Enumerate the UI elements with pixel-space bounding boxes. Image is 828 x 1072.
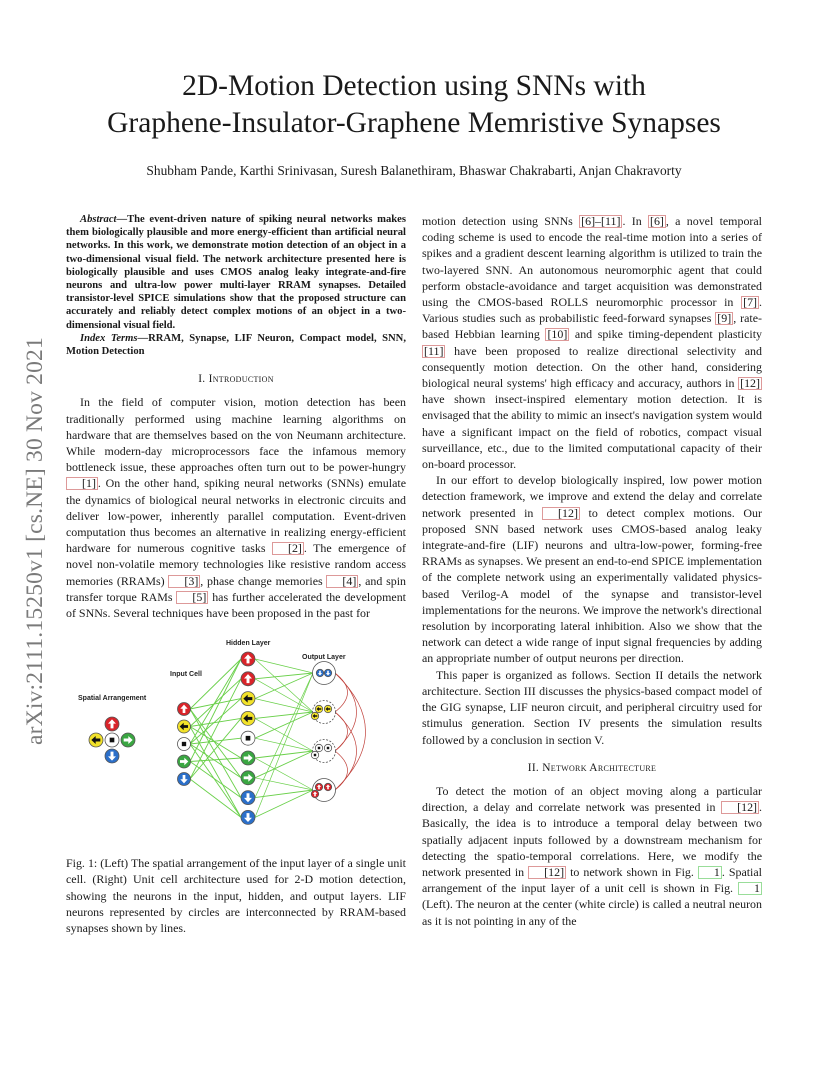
synapse-line [190,699,241,709]
hidden-neuron-arrow-left-icon [241,692,255,706]
input-neuron-arrow-left-icon [178,720,191,733]
organization-paragraph: This paper is organized as follows. Section II details the network architecture. Section III discusses the physics-based compact model of the GIG synapse, LIF neuron circuit, and peripheral circuitry used for stimulus generation. Section IV presents the simulation results followed by a conclusion in section V. [422,667,762,747]
network-diagram-svg [66,633,406,845]
citation-link[interactable]: [5] [176,591,208,604]
spatial-left-arrow-left-icon [89,733,103,747]
figure-1-caption: Fig. 1: (Left) The spatial arrangement of the input layer of a single unit cell. (Right) Unit cell architecture used for 2-D motion detection, showing the neurons in the input, hidden, and output layers. LIF neurons represented by circles are interconnected by RRAM-based synapses shown by lines. [66,856,406,936]
text-run: , rate-based Hebbian learning [422,311,762,342]
stop-square [327,747,329,749]
citation-link[interactable]: [4] [326,575,358,588]
synapse-line [190,744,241,817]
label-output-layer: Output Layer [302,654,346,662]
related-work-paragraph [422,213,762,472]
input-neuron-arrow-down-icon [178,773,191,786]
text-run: have been proposed to realize directional selectivity and consequently motion detection. On the other hand, considering biological neural systems' high efficacy and accuracy, authors in [422,343,762,391]
contribution-paragraph [422,472,762,666]
output-neuron-arrow-down-icon [324,670,331,677]
abstract-label: Abstract [80,214,117,225]
synapse-line [255,712,313,738]
input-neuron-arrow-up-icon [178,703,191,716]
abstract [66,213,406,332]
label-hidden-layer: Hidden Layer [226,640,271,648]
hidden-neuron-arrow-right-icon [241,751,255,765]
stop-square [314,754,316,756]
output-neuron-arrow-down-icon [316,670,323,677]
output-neuron-square-stop-icon [311,752,318,759]
synapse-line [190,679,241,779]
output-neuron-arrow-left-icon [324,706,331,713]
text-run: has further accelerated the development of SNNs. Several techniques have been proposed in the past for [66,589,406,621]
input-neuron-arrow-right-icon [178,755,191,768]
output-neuron-square-stop-icon [324,745,331,752]
title-line-2: Graphene-Insulator-Graphene Memristive Synapses [107,107,721,139]
citation-link[interactable]: [10] [547,327,568,342]
hidden-neuron-arrow-up-icon [241,672,255,686]
text-run: . On the other hand, spiking neural networks (SNNs) emulate the dynamics of biological neural networks in electronic circuits and deliver low-power, inherently parallel computation. Event-driven computation thus becomes an alternative in realizing energy-efficient hardware for numerous cognitive tasks [66,476,406,556]
hidden-neuron-arrow-down-icon [241,811,255,825]
text-run: have shown insect-inspired elementary motion detection. It is envisaged that the ability to mimic an insect's navigation system would have a significant impact on the field of robotics, compact visual surveillance, etc., due to the limited computational capacity of their on-board processor. [422,392,762,472]
citation-link[interactable]: [2] [272,542,304,555]
citation-link[interactable]: [9] [717,311,732,326]
text-run: . Spatial arrangement of the input layer of a unit cell is shown in Fig. [422,864,762,896]
figure-reference-link[interactable]: 1 [698,866,722,879]
arxiv-identifier: arXiv:2111.15250v1 [cs.NE] 30 Nov 2021 [22,337,48,745]
spatial-up-arrow-up-icon [105,717,119,731]
abstract-text: —The event-driven nature of spiking neural networks makes them biologically plausible and more energy-efficient than artificial neural networks. In this work, we demonstrate motion detection of an object in a two-dimensional visual field. The network architecture presented here is biologically plausible and uses CMOS analog leaky integrate-and-fire neurons and ultra-low power multi-layer RRAM synapses. Detailed transistor-level SPICE simulations show that the proposed structure can accurately and reliably detect complex motions of an object in a two-dimensional visual field. [66,214,406,331]
synapse-line [255,712,313,718]
text-run: motion detection using SNNs [422,214,580,228]
citation-link[interactable]: [6] [649,214,664,228]
architecture-paragraph [422,783,762,929]
label-input-cell: Input Cell [170,671,202,679]
output-neuron-arrow-left-icon [311,713,318,720]
text-run: . The emergence of novel non-volatile memory technologies like resistive random access memories (RRAMs) [66,541,406,588]
left-column [66,213,406,936]
citation-link[interactable]: [12] [721,801,759,814]
output-neuron-arrow-up-icon [324,784,331,791]
hidden-neuron-arrow-down-icon [241,791,255,805]
text-run: . In [622,214,648,228]
output-neuron-square-stop-icon [315,745,322,752]
citation-link[interactable]: [12] [740,376,760,391]
index-terms-label: Index Terms [80,332,138,344]
section-heading-network-architecture: II. Network Architecture [527,761,657,774]
citation-link[interactable]: [6]–[11] [581,214,621,228]
citation-link[interactable]: [12] [528,866,566,879]
synapse-line [190,699,241,744]
title-line-1: 2D-Motion Detection using SNNs with [182,70,646,102]
author-list: Shubham Pande, Karthi Srinivasan, Suresh Balanethiram, Bhaswar Chakrabarti, Anjan Chakravorty [146,163,682,178]
citation-link[interactable]: [12] [542,507,580,520]
citation-link[interactable]: [7] [743,295,758,310]
stop-square [110,738,115,743]
citation-link[interactable]: [11] [424,343,444,358]
text-run: , phase change memories [200,573,327,588]
text-run: To detect the motion of an object moving along a particular direction, a delay and correlate network was presented in [422,783,762,815]
index-terms-text: —RRAM, Synapse, LIF Neuron, Compact model, SNN, Motion Detection [66,332,406,358]
text-run: , a novel temporal coding scheme is used to encode the real-time motion into a series of spikes and a gradient descent learning algorithm is utilized to train the two-layered SNN. An autonomous neuromorphic agent that could perform obstacle-avoidance and target acquisition was demonstrated using the CMOS-based ROLLS neuromorphic processor in [422,214,762,310]
spatial-right-arrow-right-icon [121,733,135,747]
hidden-neuron-arrow-right-icon [241,771,255,785]
hidden-neuron-arrow-left-icon [241,712,255,726]
synapse-line [255,751,313,758]
spatial-down-arrow-down-icon [105,749,119,763]
lateral-inhibition-arc [335,751,348,790]
output-neuron-arrow-up-icon [311,791,318,798]
text-run: and spike timing-dependent plasticity [569,327,762,342]
text-run: (Left). The neuron at the center (white circle) is called a neutral neuron as it is not pointing in any of the [422,897,762,928]
stop-square [246,736,251,741]
stop-square [182,742,186,746]
input-neuron-square-stop-icon [178,738,191,751]
figure-1-network-diagram [66,633,406,845]
text-run: to detect complex motions. Our proposed SNN based network uses CMOS-based analog leaky integrate-and-fire (LIF) neurons and ultra-low-power, forming-free RRAMs as synapses. We present an end-to-end SPICE implementation of the complete network using an experimentally validated physics-based Verilog-A model of the synapse and transistor-level implementations for the neurons. We improve the network's directional resolution by incorporating lateral inhibition. Also we show that the network can detect a wide range of input signal frequencies by adding an appropriate number of output neurons per direction. [422,505,762,666]
text-run: In our effort to develop biologically inspired, low power motion detection framework, we improve and extend the delay and correlate network presented in [422,473,762,520]
hidden-neuron-square-stop-icon [241,731,255,745]
output-neuron-arrow-left-icon [315,706,322,713]
synapse-line [255,699,313,712]
synapse-line [255,673,313,679]
label-spatial-arrangement: Spatial Arrangement [78,695,147,703]
synapse-line [255,673,313,798]
spatial-center-square-stop-icon [105,733,119,747]
stop-square [318,747,320,749]
output-neuron-arrow-up-icon [315,784,322,791]
intro-paragraph [66,394,406,621]
index-terms [66,332,406,358]
text-run: . Various studies such as probabilistic feed-forward synapses [422,295,762,326]
section-heading-introduction: I. Introduction [198,373,274,386]
synapse-line [190,727,241,818]
output-group [313,740,336,763]
figure-reference-link[interactable]: 1 [738,882,762,895]
paper-title [40,68,788,142]
output-group [313,779,336,802]
text-run: to network shown in Fig. [566,864,698,879]
citation-link[interactable]: [3] [168,575,200,588]
citation-link[interactable]: [1] [66,477,98,490]
text-run: , and spin transfer torque RAMs [66,573,406,604]
text-run: . Basically, the idea is to introduce a temporal delay between two spatially adjacent inputs followed by a downstream mechanism for detecting the spatio-temporal correlations. Here, we modify the network presented in [422,800,762,879]
hidden-neuron-arrow-up-icon [241,652,255,666]
right-column [422,213,762,929]
output-group [313,701,336,724]
text-run: In the field of computer vision, motion detection has been traditionally performed using machine learning algorithms on hardware that are themselves based on the von Neumann architecture. While modern-day microprocessors face the infamous memory bottleneck issue, these approaches often turn out to be power-hungry [66,395,406,475]
